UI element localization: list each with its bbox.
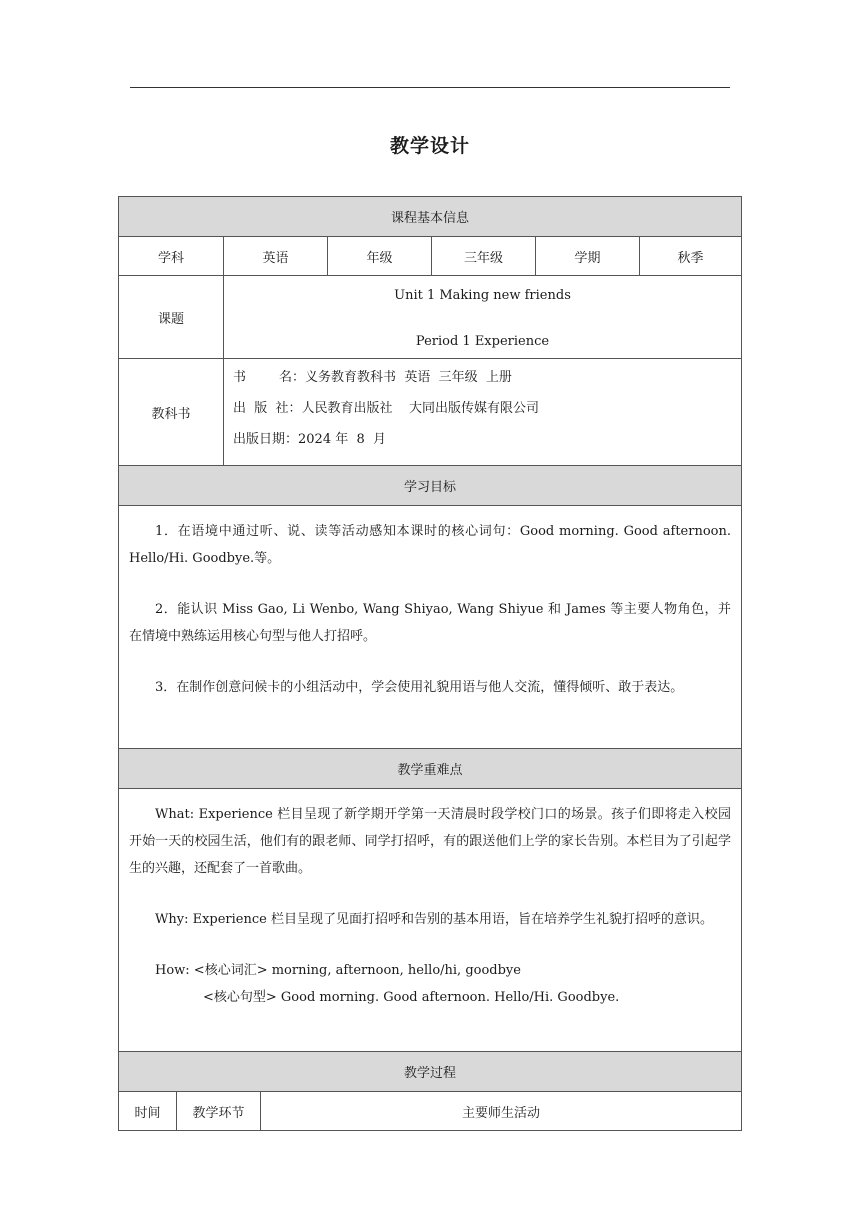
textbook-label: 教科书 bbox=[151, 406, 191, 422]
objective-item: 3．在制作创意问候卡的小组活动中，学会使用礼貌用语与他人交流，懂得倾听、敢于表达。 bbox=[155, 680, 684, 695]
objectives-header: 学习目标 bbox=[119, 466, 741, 505]
term-value: 秋季 bbox=[639, 237, 741, 275]
key-point-why: Why: Experience 栏目呈现了见面打招呼和告别的基本用语，旨在培养学生礼貌打招呼的意识。 bbox=[155, 912, 713, 927]
topic-period: Period 1 Experience bbox=[415, 334, 550, 349]
process-header: 教学过程 bbox=[119, 1052, 741, 1091]
col-stage: 教学环节 bbox=[176, 1092, 260, 1130]
lesson-plan-table bbox=[118, 196, 742, 1131]
process-header-row bbox=[119, 1051, 741, 1091]
grade-label: 年级 bbox=[327, 237, 431, 275]
topic-label: 课题 bbox=[157, 311, 184, 327]
textbook-date: 出版日期：2024 年 8 月 bbox=[233, 432, 387, 447]
topic-content bbox=[223, 276, 741, 358]
textbook-name: 书 名：义务教育教科书 英语 三年级 上册 bbox=[233, 370, 512, 385]
objectives-row bbox=[119, 505, 741, 748]
key-points-header-row bbox=[119, 748, 741, 788]
col-activity: 主要师生活动 bbox=[260, 1092, 741, 1130]
objectives-header-row bbox=[119, 465, 741, 505]
grade-value: 三年级 bbox=[431, 237, 535, 275]
page-title: 教学设计 bbox=[389, 135, 470, 157]
textbook-content bbox=[223, 359, 741, 465]
key-points-header: 教学重难点 bbox=[119, 749, 741, 788]
key-point-how-words: How: <核心词汇> morning, afternoon, hello/hi, goodbye bbox=[155, 963, 521, 978]
key-points-content bbox=[119, 789, 741, 1051]
key-point-what: What: Experience 栏目呈现了新学期开学第一天清晨时段学校门口的场景。孩子们即将走入校园开始一天的校园生活，他们有的跟老师、同学打招呼，有的跟送他们上学的家长告别。本栏目为了引起学生的兴趣，还配套了一首歌曲。 bbox=[129, 807, 731, 876]
subject-label: 学科 bbox=[157, 250, 184, 266]
textbook-row bbox=[119, 358, 741, 465]
basic-info-header: 课程基本信息 bbox=[119, 197, 741, 236]
col-time: 时间 bbox=[134, 1105, 161, 1121]
topic-unit: Unit 1 Making new friends bbox=[394, 288, 571, 303]
term-label: 学期 bbox=[535, 237, 639, 275]
key-point-how-sentences: <核心句型> Good morning. Good afternoon. Hello/Hi. Goodbye. bbox=[203, 990, 620, 1005]
key-points-row bbox=[119, 788, 741, 1051]
basic-info-header-row bbox=[119, 197, 741, 236]
objective-item: 1．在语境中通过听、说、读等活动感知本课时的核心词句：Good morning. Good afternoon. Hello/Hi. Goodbye.等。 bbox=[129, 524, 731, 566]
objective-item: 2．能认识 Miss Gao, Li Wenbo, Wang Shiyao, Wang Shiyue 和 James 等主要人物角色，并在情境中熟练运用核心句型与他人打招呼。 bbox=[129, 602, 731, 644]
process-columns-row bbox=[119, 1091, 741, 1130]
textbook-publisher: 出 版 社：人民教育出版社 大同出版传媒有限公司 bbox=[233, 401, 540, 416]
topic-row bbox=[119, 275, 741, 358]
objectives-content bbox=[119, 506, 741, 748]
header-rule bbox=[130, 87, 730, 88]
subject-grade-term-row bbox=[119, 236, 741, 275]
subject-value: 英语 bbox=[223, 237, 327, 275]
